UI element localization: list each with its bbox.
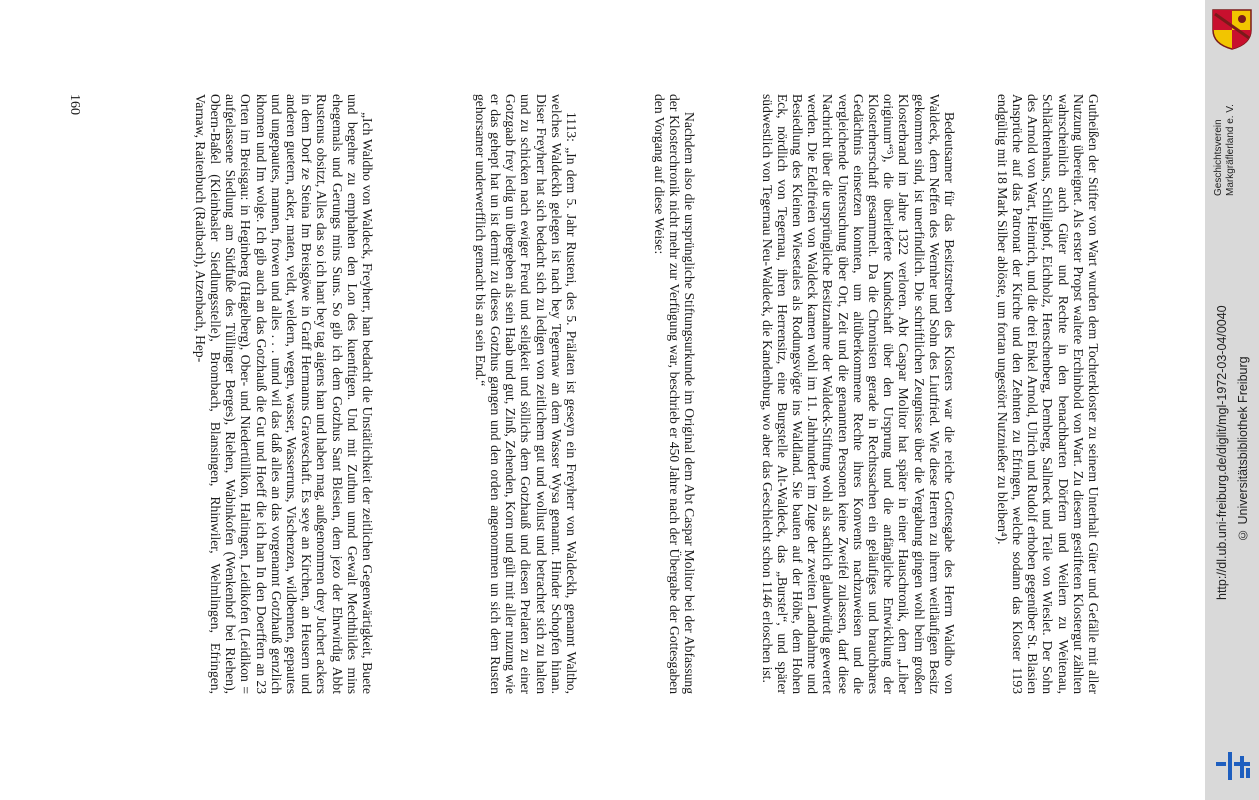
society-line-2: Markgräflerland e. V. [1225, 104, 1236, 196]
paragraph-1: Gutheißen der Stifter von Wart wurden dem Tochterkloster zu seinem Unterhalt Güter und Gefälle mit aller Nutzung übereignet. Als erster Propst waltete Erchinbold von Wart. Zu diesem gestifteten Klostergut zählten wahrscheinlich auch Güter und Rechte in den benachbarten Dörfern und Weilern zu Weitenau, Schlächtenhaus, Schillighof, Eichholz, Henschenberg, Demberg, Sallneck und Teile von Wieslet. Der Sohn des Arnold von Wart, Heinrich, und die drei Enkel Arnold, Ulrich und Rudolf erhoben gegenüber St. Blasien Ansprüche auf das Patronat der Kirche und den Zehnten zu Efringen, welche sodann das Kloster 1193 endgültig mit 18 Mark Silber ablöste, um fortan ungestört Nutznießer zu bleiben⁴). [994, 94, 1101, 694]
ub-freiburg-logo-icon [1213, 748, 1253, 784]
permalink-url[interactable]: http://dl.ub.uni-freiburg.de/diglit/mgl-1972-03-04/0040 [1215, 305, 1229, 600]
paragraph-5-charter-quote: „Ich Waldho von Waldeck, Freyherr, han bedacht die Unstätlichkeit der zeitlichen Gegenwärtigkeit, Buete und begehre zu emphahen den Lon des kuenftigen. Und mit Zuthun unnd Gewalt Mechthildes mins ehegemals und Gerungs mins Suns. So gib ich dem Gotzhus Sant Blesien, dem jezo der Ehrwirdig Abbt Rustenus obsitzt, Alles das so ich hant bey tag aigens han und haben mag, außgenommen drey Juchert ackers in dem Dorf ze Steina Im Breisgöwe in Graff Hermanns Graveschaft. Es seye an Kirchen, an Heusern und anderen guetern, acker, maten, veldt, weldern, wegen, wasser, Wasserruns, Vischenzen, wildbennen, gepautes und ungepautes, mannen, frowen und alles . . . unnd wil das daß alles an das vorgenannt Gotzhauß genzlich khomen und Im wolge. Ich gib auch an das Gotzhauß die Gut und Hoeff die ich han In den Doerffern an 23 Orten im Breisgau: in Heginberg (Hägelberg), Ober- und Niedertüllikon, Haltingen, Leidikofen (Leidikon = aufgelassene Siedlung am Südfuße des Tüllinger Berges), Riehen, Wabinkofen (Wenkenhof bei Riehen), Obern-Baßel (Kleinbasler Siedlungsstelle), Brombach, Blansingen, Rhinwiler, Welmlingen, Efringen, Varnaw, Raitenbuch (Raitbach), Atzenbach, Hep- [192, 94, 375, 694]
page-number: 160 [67, 94, 82, 115]
society-name [1213, 56, 1237, 196]
paragraph-4-chronicle-quote: 1113: „In dem 5. Jahr Rusteni, des 5. Prälaten ist geseyn ein Freyherr von Waldeckh, genannt Waltho, welches Waldeckh gelegen ist nach bey Tegernaw an dem Wasser Wysa genannt. Hinder Schopfen hinan. Diser Freyherr hat sich bedacht sich zu ledigen von zeitlichem gut und wollust und betrachtet sich zu halten und zu schicken nach ewiger Freud und seligkeit und söllichs dem Gotzhauß und diesen Prelaten zu einer Gotzgaab frey ledig un übergeben als sein Haab und gut, Zinß, Zehenden, Korn und gült mit aller nuzung wie er das gehept hat un ist dermit zu dieses Gotzhus gangen und den orden angenommen un sich dem Rusten gehorsamer underwerfflich gemacht bis an sein End.“ [472, 94, 579, 694]
paragraph-3: Nachdem also die ursprüngliche Stiftungsurkunde im Original dem Abt Caspar Molitor bei der Abfassung der Klosterchronik nicht mehr zur Verfügung war, beschrieb er 450 Jahre nach der Übergabe der Gottesgaben den Vorgang auf diese Weise: [651, 94, 697, 694]
coat-of-arms-icon [1209, 8, 1255, 50]
copyright-notice: © Universitätsbibliothek Freiburg [1236, 356, 1250, 542]
viewer-sidebar [1205, 0, 1259, 800]
society-line-1: Geschichtsverein [1213, 119, 1224, 196]
paragraph-2: Bedeutsamer für das Besitzstreben des Klosters war die reiche Gottesgabe des Herrn Waldho von Waldeck, dem Neffen des Wernher und Sohn des Liutfried. Wie diese Herren zu ihrem weitläufigen Besitz gekommen sind, ist unerfindlich. Die schriftlichen Zeugnisse über die Vergabung gingen wohl beim großen Klosterbrand im Jahre 1322 verloren. Abt Caspar Molitor hat später in einer Hauschronik, dem „Liber originum“⁵), die überlieferte Kundschaft über den Ursprung und die anfängliche Entwicklung der Klosterherrschaft gesammelt. Da die Chronisten gerade in Rechtssachen ein geläufiges und brauchbares Gedächtnis einsetzen konnten, um altüberkommene Rechte ihres Konvents nachzuweisen und die vergleichende Untersuchung über Ort, Zeit und die genannten Personen keine Zweifel zulassen, darf diese Nachricht über die ursprüngliche Besitznahme der Waldeck-Stiftung wohl als sachlich glaubwürdig gewertet werden. Die Edelfreien von Waldeck kamen wohl im 11. Jahrhundert im Zuge der zweiten Landnahme und Besiedlung des Kleinen Wiesetales als Rodungsvögte ins Waldland. Sie bauten auf der Höhe, dem Hohen Eck, nördlich von Tegernau, ihren Herrensitz, eine Burgstelle Alt-Waldeck, das „Burstel“, und später südwestlich von Tegernau Neu-Waldeck, die Kandenburg, wo aber das Geschlecht schon 1146 erloschen ist. [759, 94, 957, 694]
